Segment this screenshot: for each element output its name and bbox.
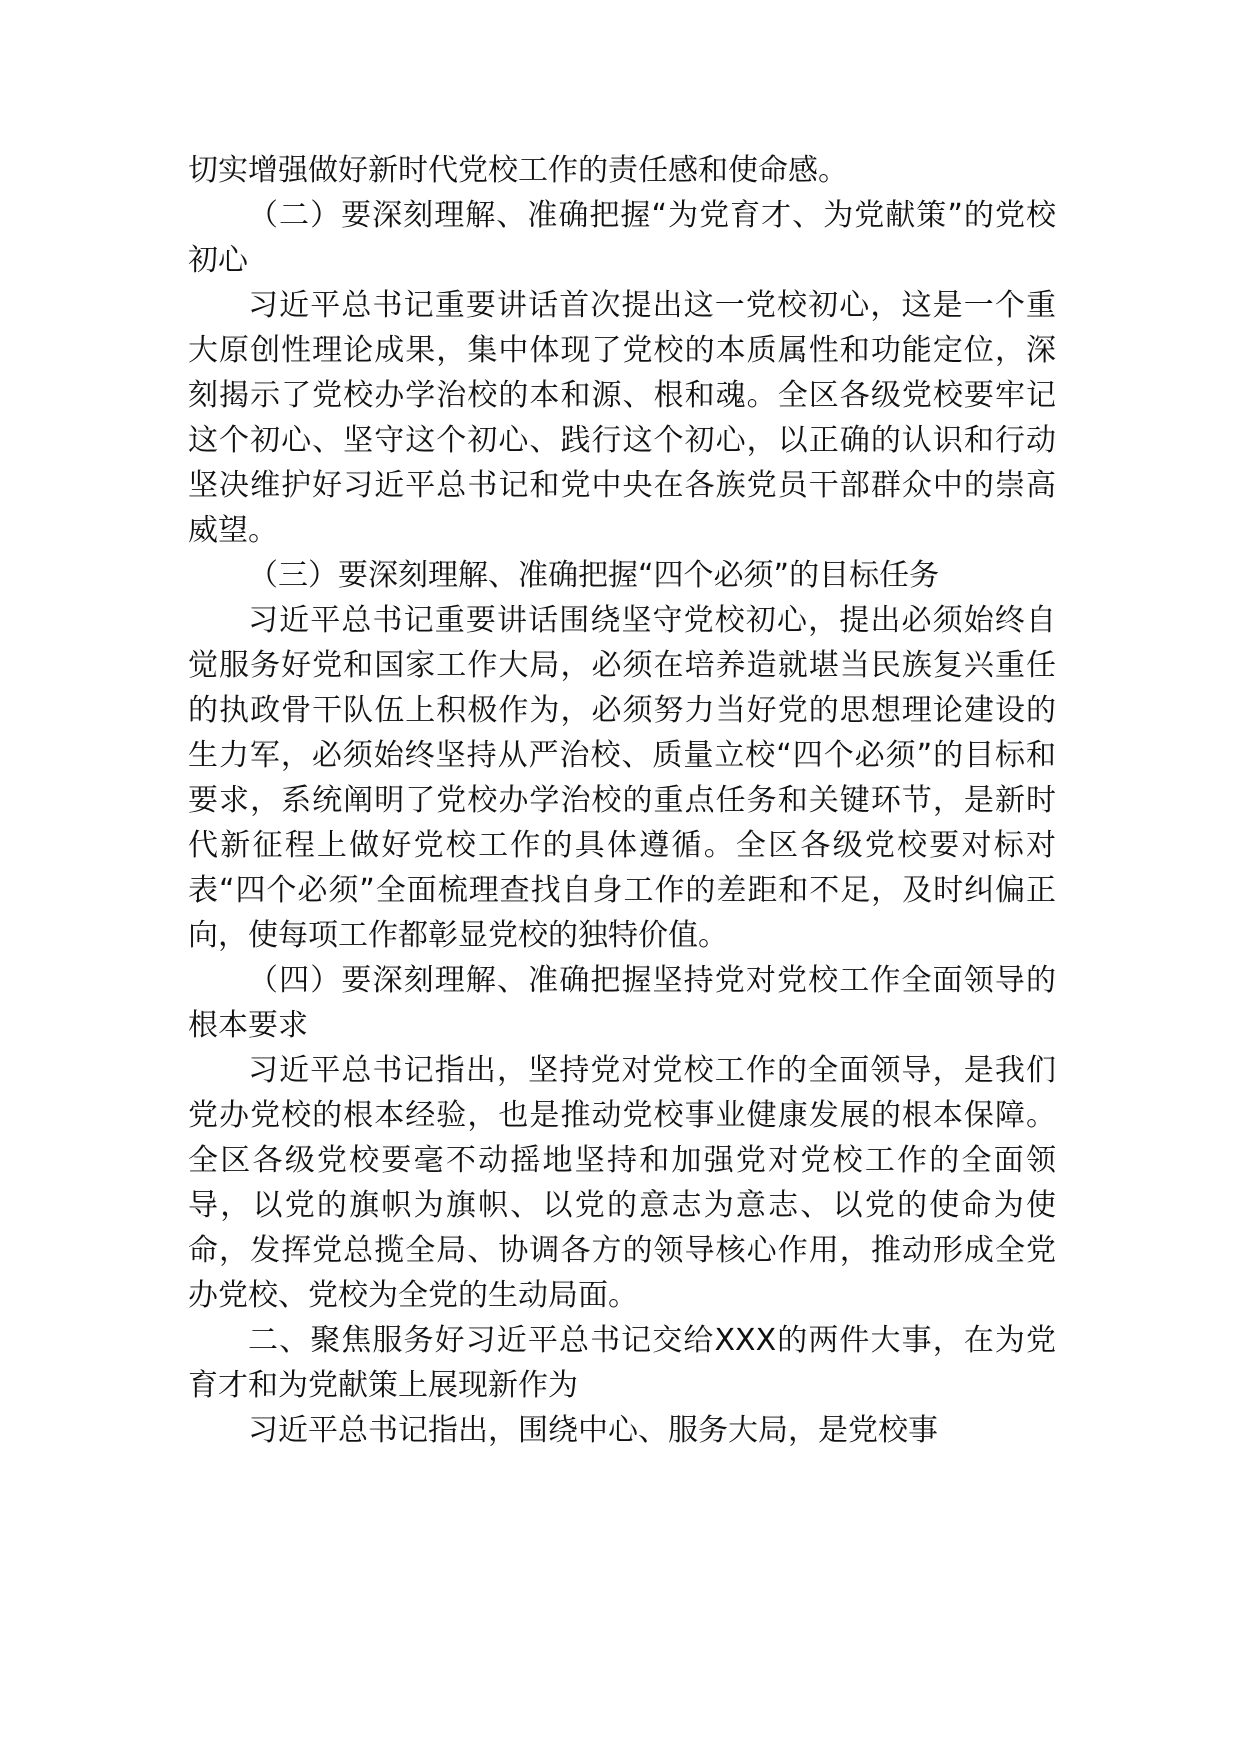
section-heading-2: （二）要深刻理解、准确把握“为党育才、为党献策”的党校初心 (188, 198, 1056, 278)
section-heading-4: （四）要深刻理解、准确把握坚持党对党校工作全面领导的根本要求 (188, 963, 1056, 1043)
body-paragraph: 习近平总书记重要讲话围绕坚守党校初心，提出必须始终自觉服务好党和国家工作大局，必须在培养造就堪当民族复兴重任的执政骨干队伍上积极作为，必须努力当好党的思想理论建设的生力军，必须始终坚持从严治校、质量立校“四个必须”的目标和要求，系统阐明了党校办学治校的重点任务和关键环节，是新时代新征程上做好党校工作的具体遵循。全区各级党校要对标对表“四个必须”全面梳理查找自身工作的差距和不足，及时纠偏正向，使每项工作都彰显党校的独特价值。 (188, 603, 1056, 953)
document-page (188, 148, 1056, 1453)
section-heading-3: （三）要深刻理解、准确把握“四个必须”的目标任务 (248, 558, 940, 593)
part-heading-2: 二、聚焦服务好习近平总书记交给XXX的两件大事，在为党育才和为党献策上展现新作为 (188, 1323, 1056, 1403)
body-paragraph: 习近平总书记指出，坚持党对党校工作的全面领导，是我们党办党校的根本经验，也是推动党校事业健康发展的根本保障。全区各级党校要毫不动摇地坚持和加强党对党校工作的全面领导，以党的旗帜为旗帜、以党的意志为意志、以党的使命为使命，发挥党总揽全局、协调各方的领导核心作用，推动形成全党办党校、党校为全党的生动局面。 (188, 1053, 1056, 1313)
body-paragraph: 习近平总书记重要讲话首次提出这一党校初心，这是一个重大原创性理论成果，集中体现了党校的本质属性和功能定位，深刻揭示了党校办学治校的本和源、根和魂。全区各级党校要牢记这个初心、坚守这个初心、践行这个初心，以正确的认识和行动坚决维护好习近平总书记和党中央在各族党员干部群众中的崇高威望。 (188, 288, 1056, 548)
body-paragraph: 习近平总书记指出，围绕中心、服务大局，是党校事 (248, 1413, 938, 1448)
paragraph-continued: 切实增强做好新时代党校工作的责任感和使命感。 (188, 153, 848, 188)
